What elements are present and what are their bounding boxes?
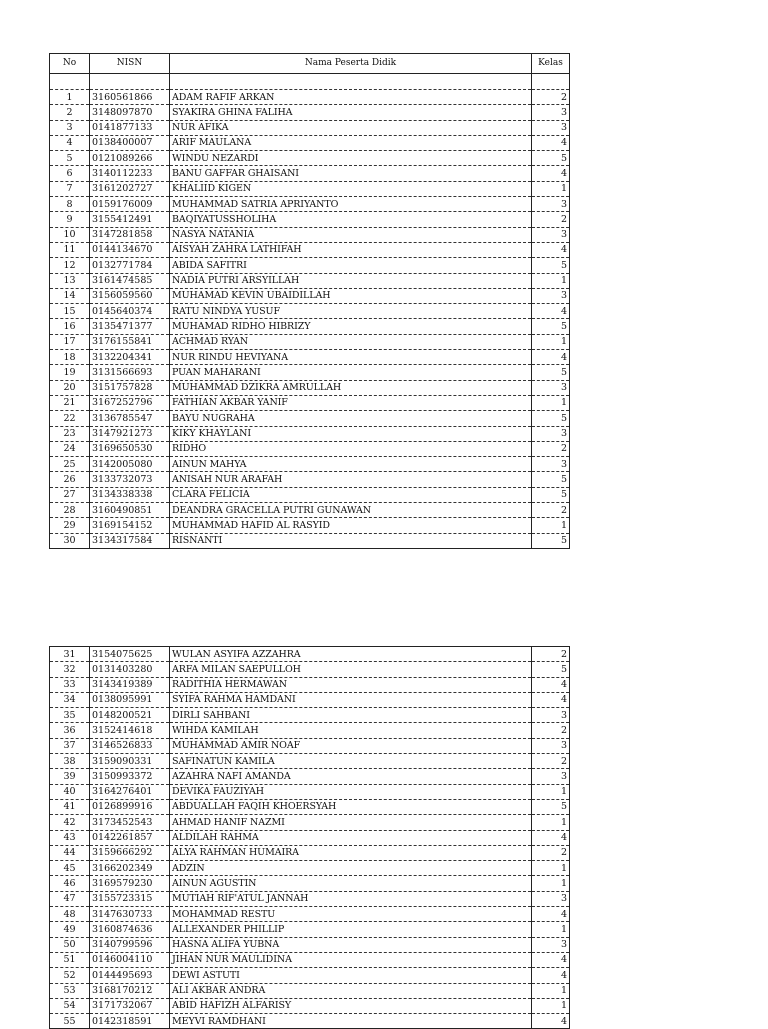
student-class: 4: [532, 968, 570, 983]
student-class: 3: [532, 738, 570, 753]
student-name: SYIFA RAHMA HAMDANI: [170, 692, 532, 707]
table-row: [50, 845, 570, 860]
student-nisn: 3142005080: [90, 457, 170, 472]
table-row: [50, 647, 570, 662]
table-row: [50, 723, 570, 738]
student-nisn: 3143419389: [90, 677, 170, 692]
student-class: 2: [532, 503, 570, 518]
table-row: [50, 769, 570, 784]
student-nisn: 3135471377: [90, 319, 170, 334]
student-nisn: 3155412491: [90, 212, 170, 227]
student-nisn: 0121089266: [90, 151, 170, 166]
student-class: 2: [532, 754, 570, 769]
table-row: [50, 487, 570, 502]
student-number: 12: [50, 258, 90, 273]
student-number: 13: [50, 273, 90, 288]
table-row: [50, 861, 570, 876]
table-row: [50, 242, 570, 257]
student-number: 47: [50, 891, 90, 906]
student-number: 36: [50, 723, 90, 738]
student-nisn: 0141877133: [90, 120, 170, 135]
student-number: 20: [50, 380, 90, 395]
student-number: 54: [50, 998, 90, 1013]
table-row: [50, 166, 570, 181]
student-nisn: 3176155841: [90, 334, 170, 349]
student-class: 1: [532, 815, 570, 830]
table-row: [50, 677, 570, 692]
student-class: 4: [532, 350, 570, 365]
student-class: 4: [532, 242, 570, 257]
student-class: 1: [532, 922, 570, 937]
student-class: 3: [532, 197, 570, 212]
student-nisn: 3173452543: [90, 815, 170, 830]
student-nisn: 3131566693: [90, 365, 170, 380]
student-nisn: 3156059560: [90, 288, 170, 303]
student-class: 1: [532, 784, 570, 799]
student-nisn: 0126899916: [90, 799, 170, 814]
student-class: 1: [532, 518, 570, 533]
student-nisn: 3134338338: [90, 487, 170, 502]
table-row: [50, 692, 570, 707]
table-row: [50, 738, 570, 753]
student-name: KHALIID KIGEN: [170, 181, 532, 196]
student-table-1: [49, 53, 570, 549]
student-nisn: 3160874636: [90, 922, 170, 937]
student-number: 14: [50, 288, 90, 303]
student-nisn: 3134317584: [90, 533, 170, 548]
student-number: 24: [50, 441, 90, 456]
header-kelas: Kelas: [532, 54, 570, 74]
table-row: [50, 304, 570, 319]
student-nisn: 3133732073: [90, 472, 170, 487]
student-class: 1: [532, 273, 570, 288]
student-nisn: 3168170212: [90, 983, 170, 998]
student-class: 3: [532, 120, 570, 135]
student-number: 22: [50, 411, 90, 426]
student-class: 1: [532, 983, 570, 998]
student-class: 2: [532, 723, 570, 738]
header-nama: Nama Peserta Didik: [170, 54, 532, 74]
student-name: ANISAH NUR ARAFAH: [170, 472, 532, 487]
student-number: 32: [50, 662, 90, 677]
table-row: [50, 288, 570, 303]
table-row: [50, 922, 570, 937]
table-row: [50, 937, 570, 952]
student-number: 45: [50, 861, 90, 876]
student-number: 51: [50, 952, 90, 967]
student-number: 3: [50, 120, 90, 135]
student-name: BAQIYATUSSHOLIHA: [170, 212, 532, 227]
student-number: 25: [50, 457, 90, 472]
student-number: 8: [50, 197, 90, 212]
student-nisn: 0148200521: [90, 708, 170, 723]
student-nisn: 3169579230: [90, 876, 170, 891]
table-row: [50, 365, 570, 380]
student-number: 34: [50, 692, 90, 707]
table-row: [50, 1014, 570, 1029]
table-row: [50, 350, 570, 365]
student-name: ADZIN: [170, 861, 532, 876]
student-number: 55: [50, 1014, 90, 1029]
spacer-cell: [90, 74, 170, 90]
table-row: [50, 273, 570, 288]
student-class: 4: [532, 166, 570, 181]
student-name: ALDILAH RAHMA: [170, 830, 532, 845]
student-number: 28: [50, 503, 90, 518]
spacer-cell: [50, 74, 90, 90]
student-number: 46: [50, 876, 90, 891]
student-number: 38: [50, 754, 90, 769]
student-name: NASYA NATANIA: [170, 227, 532, 242]
student-class: 2: [532, 212, 570, 227]
table-row: [50, 503, 570, 518]
student-number: 49: [50, 922, 90, 937]
student-name: AINUN MAHYA: [170, 457, 532, 472]
student-number: 10: [50, 227, 90, 242]
student-class: 1: [532, 876, 570, 891]
student-nisn: 3155723315: [90, 891, 170, 906]
student-name: RIDHO: [170, 441, 532, 456]
student-number: 35: [50, 708, 90, 723]
student-name: RATU NINDYA YUSUF: [170, 304, 532, 319]
student-class: 5: [532, 662, 570, 677]
student-class: 5: [532, 319, 570, 334]
student-nisn: 3159090331: [90, 754, 170, 769]
table-row: [50, 120, 570, 135]
student-class: 3: [532, 708, 570, 723]
student-number: 39: [50, 769, 90, 784]
table-row: [50, 395, 570, 410]
student-name: ARIF MAULANA: [170, 135, 532, 150]
student-name: DEANDRA GRACELLA PUTRI GUNAWAN: [170, 503, 532, 518]
student-number: 31: [50, 647, 90, 662]
student-name: BANU GAFFAR GHAISANI: [170, 166, 532, 181]
student-class: 5: [532, 365, 570, 380]
student-name: ABID HAFIZH ALFARISY: [170, 998, 532, 1013]
student-class: 4: [532, 907, 570, 922]
student-class: 4: [532, 304, 570, 319]
student-class: 2: [532, 845, 570, 860]
student-number: 43: [50, 830, 90, 845]
student-nisn: 0142318591: [90, 1014, 170, 1029]
student-name: MUHAMAD RIDHO HIBRIZY: [170, 319, 532, 334]
student-number: 37: [50, 738, 90, 753]
student-class: 3: [532, 105, 570, 120]
student-class: 4: [532, 692, 570, 707]
student-number: 18: [50, 350, 90, 365]
student-name: NADIA PUTRI ARSYILLAH: [170, 273, 532, 288]
student-number: 52: [50, 968, 90, 983]
student-class: 3: [532, 227, 570, 242]
table-row: [50, 799, 570, 814]
table-row: [50, 105, 570, 120]
table-row: [50, 227, 570, 242]
student-number: 27: [50, 487, 90, 502]
header-spacer-row: [50, 74, 570, 90]
student-nisn: 3146526833: [90, 738, 170, 753]
table-row: [50, 907, 570, 922]
student-name: MUHAMMAD HAFID AL RASYID: [170, 518, 532, 533]
student-name: AZAHRA NAFI AMANDA: [170, 769, 532, 784]
table-row: [50, 212, 570, 227]
student-name: ABDUALLAH FAQIH KHOERSYAH: [170, 799, 532, 814]
student-name: FATHIAN AKBAR YANIF: [170, 395, 532, 410]
student-class: 5: [532, 151, 570, 166]
header-nisn: NISN: [90, 54, 170, 74]
student-name: PUAN MAHARANI: [170, 365, 532, 380]
student-nisn: 3154075625: [90, 647, 170, 662]
spacer-cell: [170, 74, 532, 90]
student-name: KIKY KHAYLANI: [170, 426, 532, 441]
student-nisn: 0144134670: [90, 242, 170, 257]
student-class: 3: [532, 937, 570, 952]
student-nisn: 0145640374: [90, 304, 170, 319]
student-class: 3: [532, 426, 570, 441]
table-row: [50, 518, 570, 533]
student-nisn: 3171732067: [90, 998, 170, 1013]
student-nisn: 0131403280: [90, 662, 170, 677]
student-number: 2: [50, 105, 90, 120]
student-name: CLARA FELICIA: [170, 487, 532, 502]
student-nisn: 0146004110: [90, 952, 170, 967]
student-nisn: 3147921273: [90, 426, 170, 441]
student-name: MUHAMAD KEVIN UBAIDILLAH: [170, 288, 532, 303]
table-row: [50, 181, 570, 196]
student-number: 42: [50, 815, 90, 830]
student-class: 4: [532, 952, 570, 967]
student-number: 50: [50, 937, 90, 952]
spacer-cell: [532, 74, 570, 90]
student-name: AHMAD HANIF NAZMI: [170, 815, 532, 830]
table-row: [50, 983, 570, 998]
student-nisn: 3169650530: [90, 441, 170, 456]
student-name: NUR AFIKA: [170, 120, 532, 135]
student-nisn: 0144495693: [90, 968, 170, 983]
student-nisn: 3152414618: [90, 723, 170, 738]
table-row: [50, 876, 570, 891]
student-number: 17: [50, 334, 90, 349]
student-class: 5: [532, 258, 570, 273]
student-number: 4: [50, 135, 90, 150]
student-nisn: 3148097870: [90, 105, 170, 120]
student-number: 9: [50, 212, 90, 227]
student-name: MUHAMMAD SATRIA APRIYANTO: [170, 197, 532, 212]
student-nisn: 3151757828: [90, 380, 170, 395]
student-name: MUTIAH RIF'ATUL JANNAH: [170, 891, 532, 906]
table-row: [50, 662, 570, 677]
table-row: [50, 380, 570, 395]
student-number: 53: [50, 983, 90, 998]
student-name: SAFINATUN KAMILA: [170, 754, 532, 769]
student-name: SYAKIRA GHINA FALIHA: [170, 105, 532, 120]
student-nisn: 3140799596: [90, 937, 170, 952]
student-class: 3: [532, 457, 570, 472]
student-nisn: 3169154152: [90, 518, 170, 533]
student-number: 1: [50, 90, 90, 105]
student-name: JIHAN NUR MAULIDINA: [170, 952, 532, 967]
student-number: 7: [50, 181, 90, 196]
student-name: AINUN AGUSTIN: [170, 876, 532, 891]
student-class: 2: [532, 90, 570, 105]
student-number: 30: [50, 533, 90, 548]
student-name: ALI AKBAR ANDRA: [170, 983, 532, 998]
student-name: NUR RINDU HEVIYANA: [170, 350, 532, 365]
student-number: 29: [50, 518, 90, 533]
student-nisn: 3159666292: [90, 845, 170, 860]
table-row: [50, 135, 570, 150]
table-row: [50, 891, 570, 906]
table-row: [50, 258, 570, 273]
student-nisn: 3167252796: [90, 395, 170, 410]
student-name: MEYVI RAMDHANI: [170, 1014, 532, 1029]
student-name: ARFA MILAN SAEPULLOH: [170, 662, 532, 677]
student-number: 5: [50, 151, 90, 166]
student-name: BAYU NUGRAHA: [170, 411, 532, 426]
student-nisn: 3161202727: [90, 181, 170, 196]
student-class: 1: [532, 334, 570, 349]
student-name: DEVIKA FAUZIYAH: [170, 784, 532, 799]
table-row: [50, 533, 570, 548]
table-row: [50, 411, 570, 426]
student-class: 5: [532, 799, 570, 814]
student-nisn: 0159176009: [90, 197, 170, 212]
table-row: [50, 830, 570, 845]
student-name: ALLEXANDER PHILLIP: [170, 922, 532, 937]
table-row: [50, 998, 570, 1013]
student-number: 44: [50, 845, 90, 860]
student-name: WIHDA KAMILAH: [170, 723, 532, 738]
student-name: ALYA RAHMAN HUMAIRA: [170, 845, 532, 860]
student-nisn: 3164276401: [90, 784, 170, 799]
student-nisn: 3147630733: [90, 907, 170, 922]
student-number: 23: [50, 426, 90, 441]
table-row: [50, 708, 570, 723]
table-row: [50, 151, 570, 166]
student-number: 26: [50, 472, 90, 487]
student-name: MOHAMMAD RESTU: [170, 907, 532, 922]
table-row: [50, 968, 570, 983]
table-row: [50, 457, 570, 472]
student-class: 4: [532, 1014, 570, 1029]
student-nisn: 3136785547: [90, 411, 170, 426]
student-class: 4: [532, 677, 570, 692]
table-row: [50, 197, 570, 212]
student-nisn: 0132771784: [90, 258, 170, 273]
student-class: 5: [532, 487, 570, 502]
student-number: 6: [50, 166, 90, 181]
student-number: 11: [50, 242, 90, 257]
student-class: 1: [532, 861, 570, 876]
student-nisn: 0138095991: [90, 692, 170, 707]
table-row: [50, 334, 570, 349]
student-nisn: 3166202349: [90, 861, 170, 876]
student-class: 3: [532, 380, 570, 395]
student-number: 21: [50, 395, 90, 410]
student-class: 3: [532, 891, 570, 906]
table-row: [50, 472, 570, 487]
student-name: RADITHIA HERMAWAN: [170, 677, 532, 692]
student-name: ADAM RAFIF ARKAN: [170, 90, 532, 105]
student-name: MUHAMMAD AMIR NOAF: [170, 738, 532, 753]
student-class: 5: [532, 533, 570, 548]
student-nisn: 3160490851: [90, 503, 170, 518]
student-number: 48: [50, 907, 90, 922]
student-name: ACHMAD RYAN: [170, 334, 532, 349]
student-class: 5: [532, 411, 570, 426]
student-number: 16: [50, 319, 90, 334]
table-row: [50, 784, 570, 799]
student-name: WINDU NEZARDI: [170, 151, 532, 166]
table-row: [50, 815, 570, 830]
student-number: 19: [50, 365, 90, 380]
student-nisn: 3150993372: [90, 769, 170, 784]
student-nisn: 3132204341: [90, 350, 170, 365]
table-row: [50, 952, 570, 967]
table-header-row: [50, 54, 570, 74]
student-table-2: [49, 646, 570, 1029]
student-class: 2: [532, 647, 570, 662]
student-number: 33: [50, 677, 90, 692]
student-name: RISNANTI: [170, 533, 532, 548]
student-nisn: 3147281858: [90, 227, 170, 242]
student-number: 15: [50, 304, 90, 319]
student-name: WULAN ASYIFA AZZAHRA: [170, 647, 532, 662]
header-no: No: [50, 54, 90, 74]
student-nisn: 0142261857: [90, 830, 170, 845]
table-row: [50, 319, 570, 334]
student-class: 1: [532, 181, 570, 196]
student-class: 3: [532, 769, 570, 784]
student-class: 1: [532, 395, 570, 410]
student-number: 40: [50, 784, 90, 799]
student-number: 41: [50, 799, 90, 814]
student-class: 1: [532, 998, 570, 1013]
student-nisn: 0138400007: [90, 135, 170, 150]
student-nisn: 3140112233: [90, 166, 170, 181]
student-class: 4: [532, 830, 570, 845]
table-row: [50, 90, 570, 105]
student-name: MUHAMMAD DZIKRA AMRULLAH: [170, 380, 532, 395]
student-name: HASNA ALIFA YUBNA: [170, 937, 532, 952]
student-name: AISYAH ZAHRA LATHIFAH: [170, 242, 532, 257]
table-row: [50, 441, 570, 456]
student-class: 3: [532, 288, 570, 303]
student-name: DEWI ASTUTI: [170, 968, 532, 983]
student-class: 4: [532, 135, 570, 150]
student-nisn: 3161474585: [90, 273, 170, 288]
student-class: 5: [532, 472, 570, 487]
student-name: DIRLI SAHBANI: [170, 708, 532, 723]
student-nisn: 3160561866: [90, 90, 170, 105]
student-name: ABIDA SAFITRI: [170, 258, 532, 273]
table-row: [50, 754, 570, 769]
table-row: [50, 426, 570, 441]
student-class: 2: [532, 441, 570, 456]
